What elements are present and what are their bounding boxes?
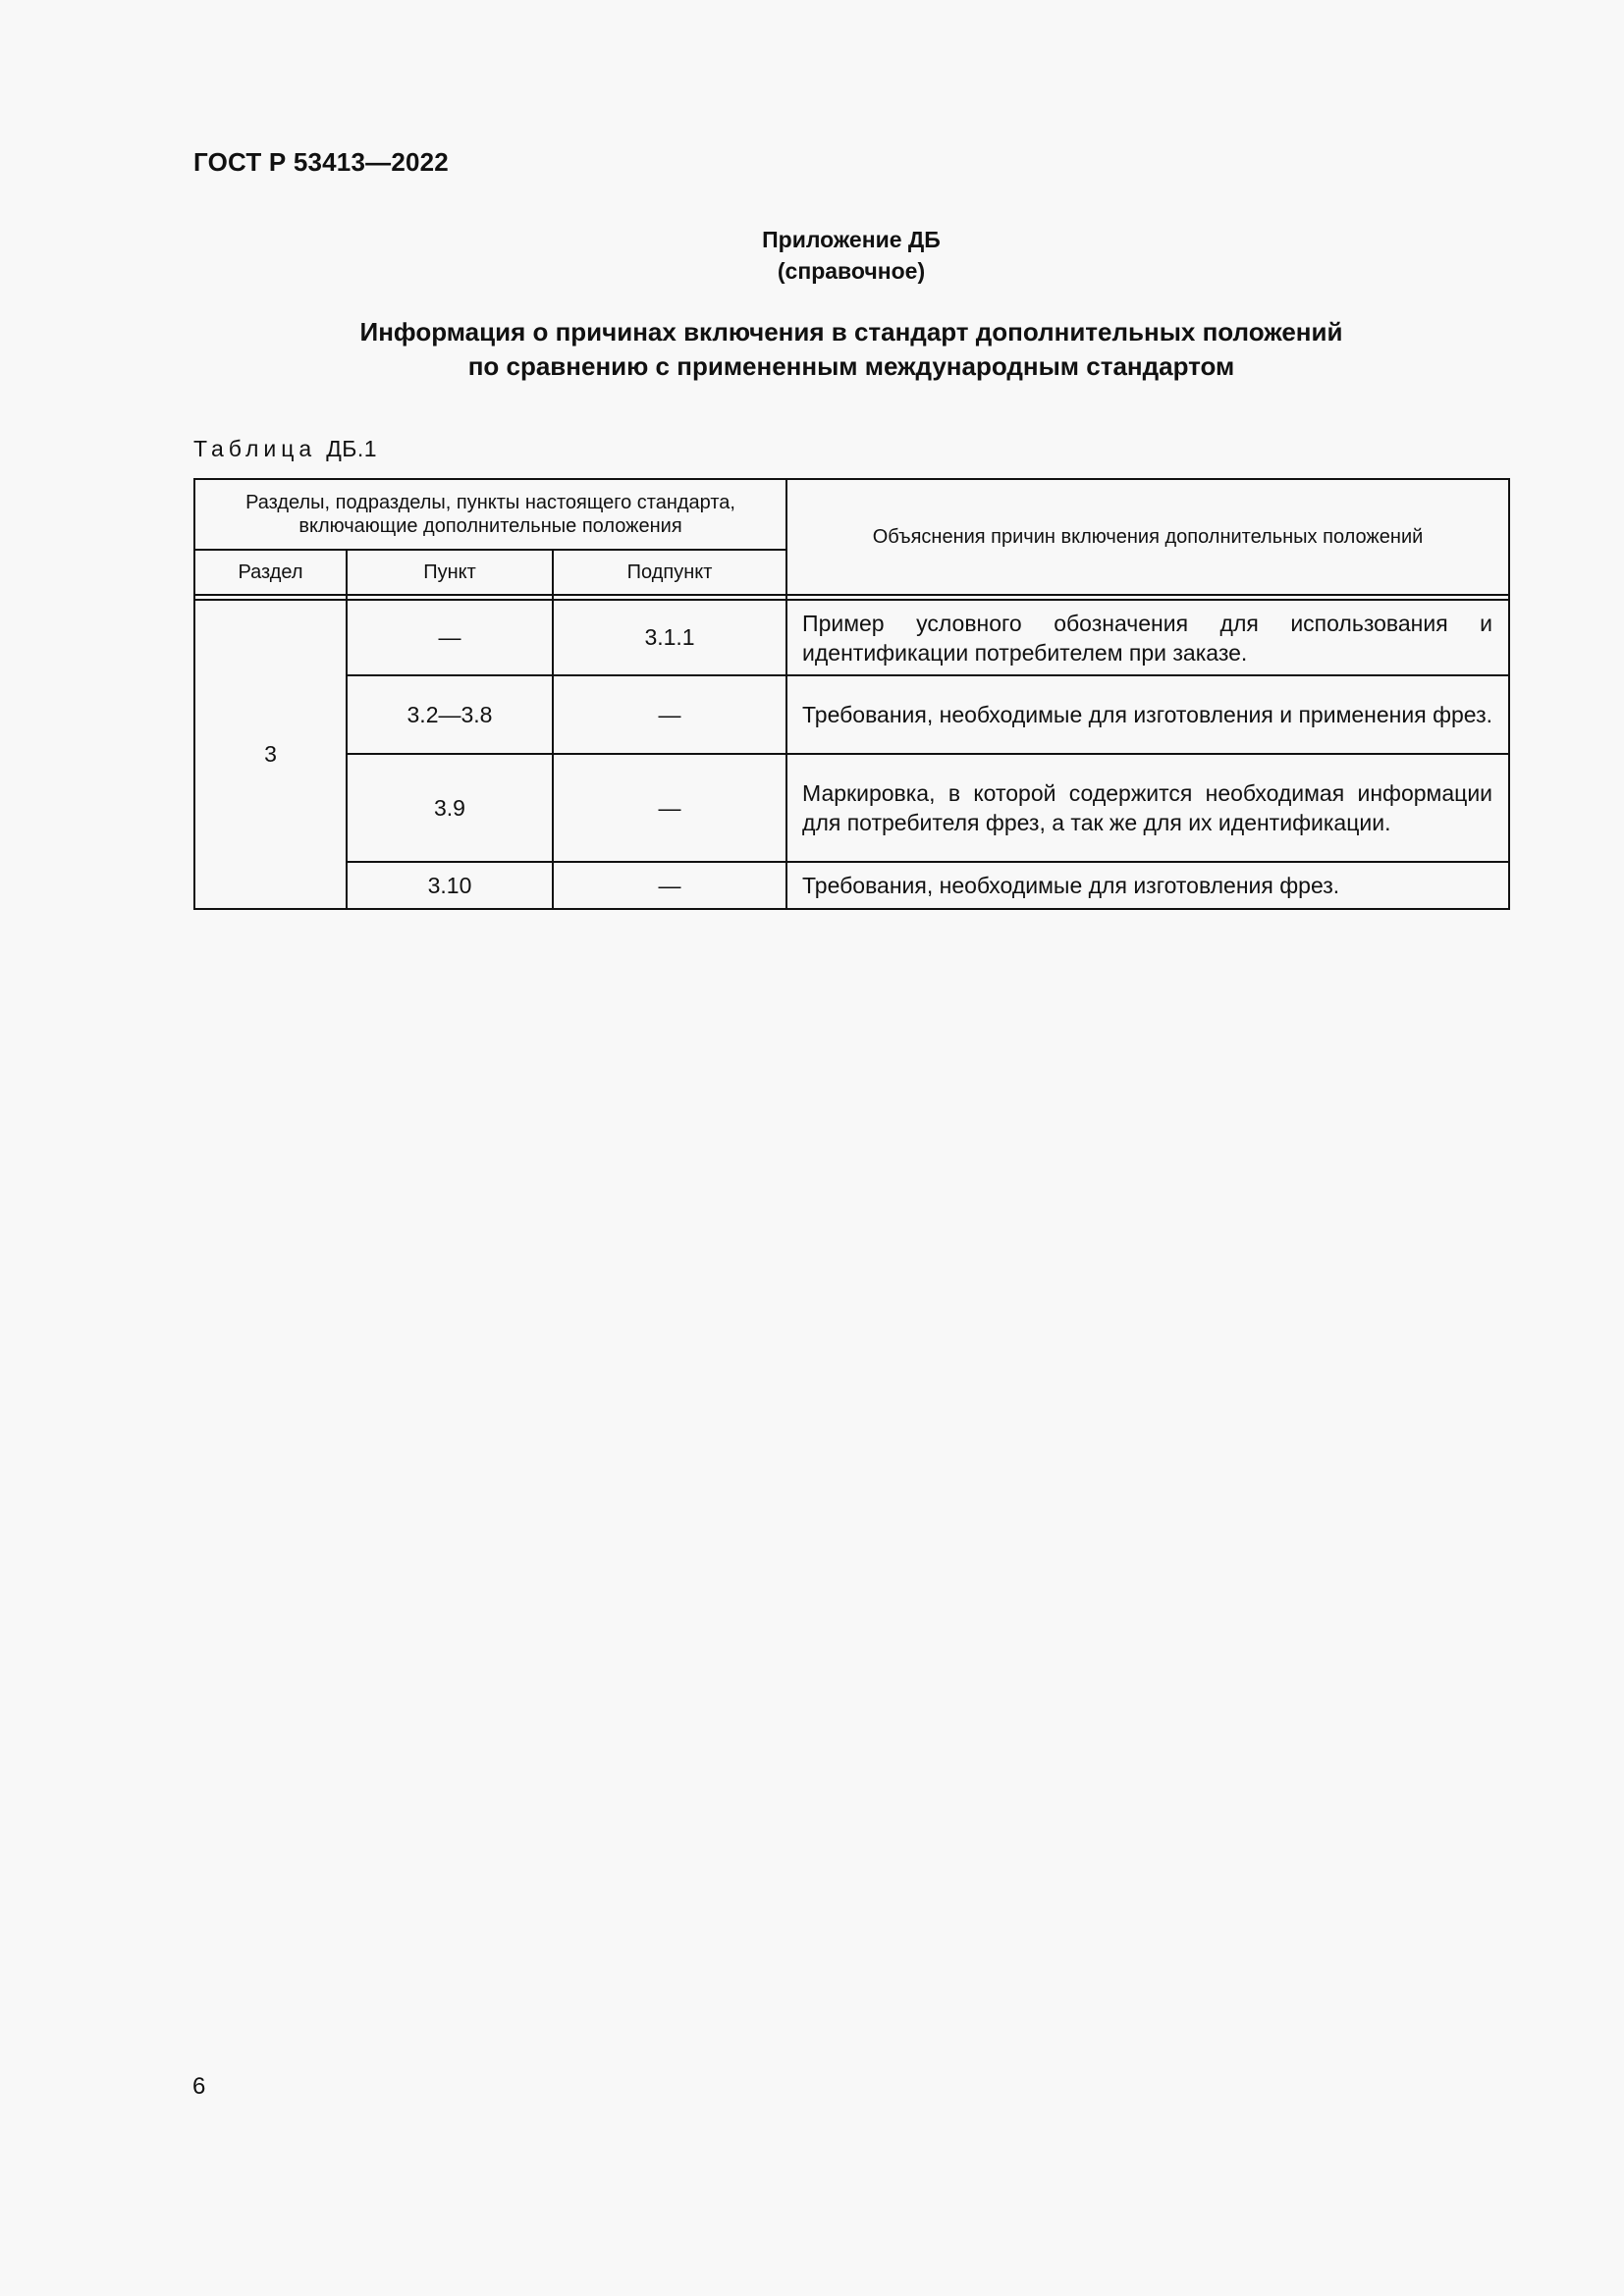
item-cell: 3.9 (347, 754, 553, 862)
table-header-row (194, 479, 1509, 550)
explanation-cell: Требования, необходимые для изготовления фрез. (786, 862, 1509, 909)
item-cell: — (347, 600, 553, 675)
explanation-cell: Требования, необходимые для изготовления и применения фрез. (786, 675, 1509, 754)
main-title-line-2: по сравнению с примененным международным стандартом (467, 351, 1235, 381)
subitem-cell: — (553, 675, 786, 754)
table-row (194, 754, 1509, 862)
document-code: ГОСТ Р 53413—2022 (193, 147, 449, 177)
table-label-word: Таблица (193, 436, 317, 461)
main-title (0, 315, 1624, 384)
explanation-cell: Пример условного обозначения для использования и идентификации потребителем при заказе. (786, 600, 1509, 675)
header-section: Раздел (194, 550, 347, 595)
data-table (193, 478, 1510, 910)
appendix-title: Приложение ДБ (762, 227, 941, 252)
table-row (194, 862, 1509, 909)
item-cell: 3.10 (347, 862, 553, 909)
subitem-cell: 3.1.1 (553, 600, 786, 675)
page-number: 6 (192, 2073, 206, 2100)
header-sections-group: Разделы, подразделы, пункты настоящего стандарта, включающие дополнительные положения (194, 479, 786, 550)
header-subitem: Подпункт (553, 550, 786, 595)
table-row (194, 675, 1509, 754)
appendix-subtitle: (справочное) (777, 258, 926, 284)
subitem-cell: — (553, 862, 786, 909)
item-cell: 3.2—3.8 (347, 675, 553, 754)
table-label-id: ДБ.1 (326, 436, 378, 461)
header-explanation: Объяснения причин включения дополнительных положений (786, 479, 1509, 595)
table-row (194, 600, 1509, 675)
section-cell: 3 (194, 600, 347, 909)
main-title-line-1: Информация о причинах включения в стандарт дополнительных положений (359, 317, 1343, 347)
table-label (193, 436, 377, 462)
explanation-cell: Маркировка, в которой содержится необходимая информации для потребителя фрез, а так же для их идентификации. (786, 754, 1509, 862)
appendix-heading (0, 224, 1624, 287)
header-item: Пункт (347, 550, 553, 595)
subitem-cell: — (553, 754, 786, 862)
